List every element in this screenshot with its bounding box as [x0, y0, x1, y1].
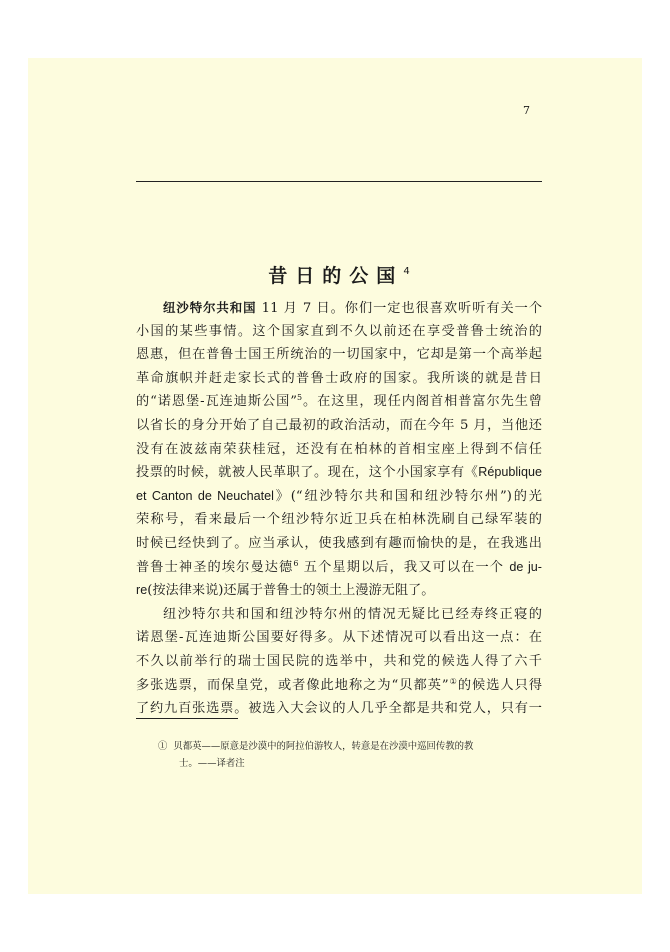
- paragraph-line: et Canton de Neuchatel》(“纽沙特尔共和国和纽沙特尔州”)的光: [136, 488, 542, 504]
- paragraph-line: 纽沙特尔共和国 11 月 7 日。你们一定也很喜欢听听有关一个: [163, 300, 543, 316]
- footnote-rule: [136, 718, 238, 719]
- paragraph-line: 多张选票，而保皇党，或者像此地称之为“贝都英”①的候选人只得: [136, 676, 543, 693]
- paragraph-line: 没有在波兹南荣获桂冠，还没有在柏林的首相宝座上得到不信任: [136, 441, 542, 457]
- paragraph-line: 的“诺恩堡-瓦连迪斯公国”$^5$。在这里，现任内阁首相普富尔先生曾: [136, 393, 542, 410]
- footnote-line: ① 贝都英——原意是沙漠中的阿拉伯游牧人，转意是在沙漠中巡回传教的教: [158, 741, 474, 752]
- footnote-line: 士。——译者注: [179, 758, 245, 769]
- note-ref: 6: [293, 558, 299, 568]
- body-text: [136, 296, 542, 721]
- paragraph-line: 小国的某些事情。这个国家直到不久以前还在享受普鲁士统治的: [136, 323, 542, 339]
- footnote-marker: ①: [158, 741, 168, 752]
- paragraph-line: re(按法律来说)还属于普鲁士的领土上漫游无阻了。: [136, 583, 435, 599]
- paragraph-line: 了约九百张选票。被选入大会议的人几乎全都是共和党人，只有一: [136, 701, 542, 717]
- footnote-ref: ①: [448, 676, 458, 686]
- footnote: [158, 738, 548, 772]
- paragraph-line: 恩惠，但在普鲁士国王所统治的一切国家中，它却是第一个高举起: [136, 347, 542, 363]
- paragraph-line: 时候已经快到了。应当承认，使我感到有趣而愉快的是，在我逃出: [136, 535, 542, 551]
- title-note-ref: 4: [403, 266, 410, 277]
- paragraph-line: 荣称号，看来最后一个纽沙特尔近卫兵在柏林洗刷自己绿军装的: [136, 512, 542, 528]
- header-rule: [136, 181, 542, 182]
- note-ref: 5: [296, 393, 303, 403]
- chapter-title: [136, 258, 542, 290]
- paragraph-line: 诺恩堡-瓦连迪斯公国要好得多。从下述情况可以看出这一点：在: [136, 630, 542, 646]
- paragraph-line: 以省长的身分开始了自己最初的政治活动，而在今年 5 月，当他还: [136, 417, 542, 433]
- paragraph-line: 投票的时候，就被人民革职了。现在，这个小国家享有《République: [136, 465, 542, 481]
- paragraph-line: 纽沙特尔共和国和纽沙特尔州的情况无疑比已经寿终正寝的: [163, 606, 542, 622]
- paragraph-line: 革命旗帜并赶走家长式的普鲁士政府的国家。我所谈的就是昔日: [136, 370, 542, 386]
- dateline: 纽沙特尔共和国: [163, 300, 257, 315]
- paragraph-line: 不久以前举行的瑞士国民院的选举中，共和党的候选人得了六千: [136, 653, 542, 669]
- paragraph-line: 普鲁士神圣的埃尔曼达德$^6$ 五个星期以后，我又可以在一个 de ju-: [136, 558, 542, 575]
- page-number: 7: [523, 104, 530, 117]
- chapter-title-text: 昔日的公国: [268, 265, 404, 287]
